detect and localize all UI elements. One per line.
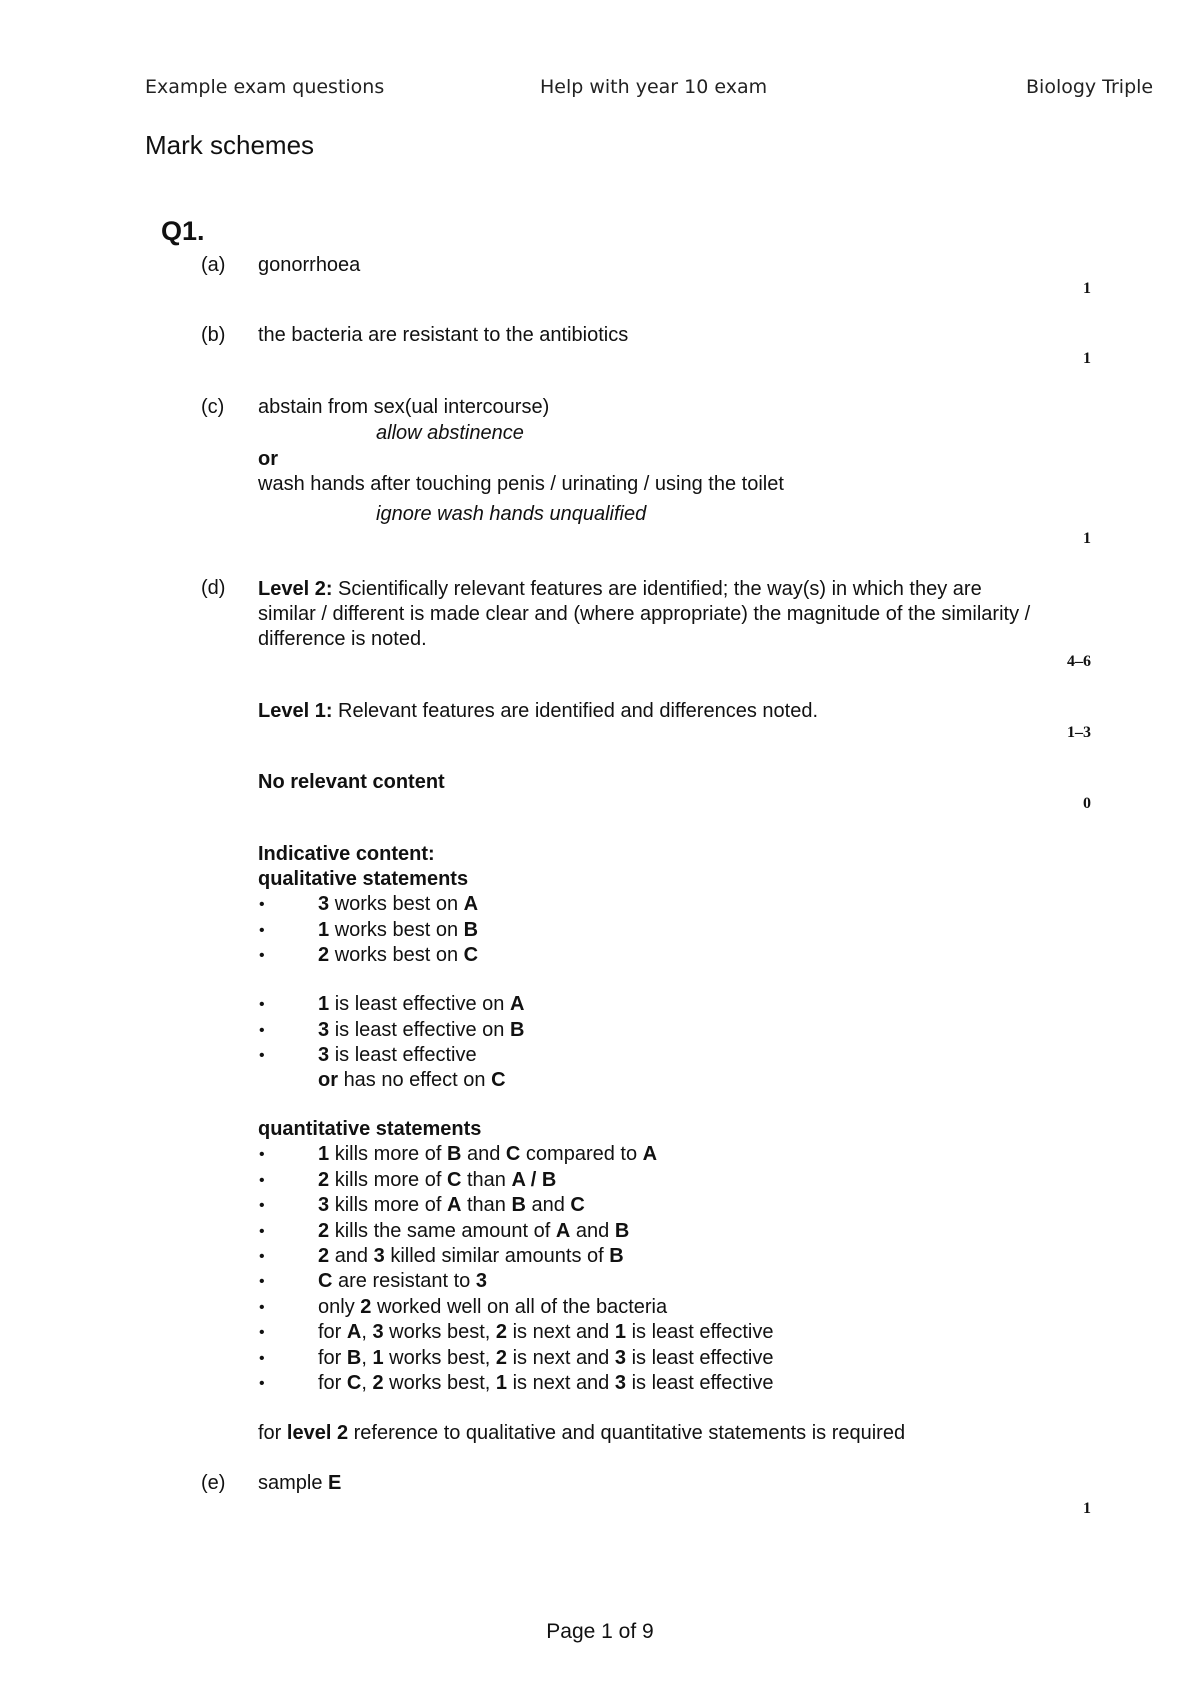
bullet: • [259,1197,265,1214]
part-c-label: (c) [201,396,225,418]
bullet: • [259,896,265,913]
level-2-label: Level 2: [258,578,333,600]
quantitative-statement: 3 kills more of A than B and C [318,1194,585,1216]
bullet: • [259,1299,265,1316]
bullet: • [259,1273,265,1290]
qualitative-statement-continued: or has no effect on C [318,1069,506,1091]
level-1-mark: 1–3 [1067,724,1091,741]
part-c-answer-2: wash hands after touching penis / urinating / using the toilet [258,473,784,495]
level-1-label: Level 1: [258,700,333,722]
level-2-mark: 4–6 [1067,653,1091,670]
quantitative-statement: 2 and 3 killed similar amounts of B [318,1245,624,1267]
qualitative-statement: 1 works best on B [318,919,479,941]
bullet: • [259,1375,265,1392]
part-d-label: (d) [201,577,226,599]
page-footer: Page 1 of 9 [546,1620,654,1643]
level-2-descriptor [258,577,1038,652]
no-content-mark: 0 [1083,795,1091,812]
bullet: • [259,996,265,1013]
part-b-label: (b) [201,324,226,346]
part-c-mark: 1 [1083,530,1091,547]
bullet: • [259,1324,265,1341]
bullet: • [259,1248,265,1265]
qualitative-statement: 3 is least effective [318,1044,477,1066]
qualitative-statement: 3 works best on A [318,893,479,915]
qualitative-heading: qualitative statements [258,868,469,890]
bullet: • [259,1223,265,1240]
level-2-text: Scientifically relevant features are identified; the way(s) in which they are similar / different is made clear and (where appropriate) the magnitude of the similarity / difference is noted. [258,578,1031,650]
part-c-answer-1: abstain from sex(ual intercourse) [258,396,550,418]
bullet: • [259,1146,265,1163]
level-2-requirement: for level 2 reference to qualitative and quantitative statements is required [258,1422,906,1444]
quantitative-statement: for A, 3 works best, 2 is next and 1 is least effective [318,1321,774,1343]
bullet: • [259,1350,265,1367]
page-title: Mark schemes [145,130,315,160]
part-b-answer: the bacteria are resistant to the antibiotics [258,324,629,346]
no-relevant-content: No relevant content [258,771,445,793]
quantitative-statement: 2 kills more of C than A / B [318,1169,557,1191]
part-a-mark: 1 [1083,280,1091,297]
qualitative-statement: 2 works best on C [318,944,479,966]
quantitative-statement: 2 kills the same amount of A and B [318,1220,630,1242]
part-b-mark: 1 [1083,350,1091,367]
bullet: • [259,947,265,964]
header-center: Help with year 10 exam [540,76,768,98]
bullet: • [259,1047,265,1064]
quantitative-statement: only 2 worked well on all of the bacteria [318,1296,668,1318]
question-number: Q1. [161,216,205,246]
bullet: • [259,1022,265,1039]
part-c-or: or [258,448,278,470]
part-a-answer: gonorrhoea [258,254,361,276]
qualitative-statement: 1 is least effective on A [318,993,525,1015]
part-e-mark: 1 [1083,1500,1091,1517]
level-1-text: Relevant features are identified and differences noted. [338,700,818,722]
quantitative-statement: C are resistant to 3 [318,1270,487,1292]
qualitative-statement: 3 is least effective on B [318,1019,525,1041]
part-e-answer: sample E [258,1472,342,1494]
quantitative-heading: quantitative statements [258,1118,482,1140]
header-right: Biology Triple [1026,76,1154,98]
quantitative-statement: for C, 2 works best, 1 is next and 3 is least effective [318,1372,774,1394]
part-c-ignore-note: ignore wash hands unqualified [376,503,647,525]
bullet: • [259,922,265,939]
level-1-descriptor [258,700,818,723]
part-a-label: (a) [201,254,226,276]
indicative-content-heading: Indicative content: [258,843,435,865]
part-c-allow-note: allow abstinence [376,422,524,444]
bullet: • [259,1172,265,1189]
quantitative-statement: for B, 1 works best, 2 is next and 3 is least effective [318,1347,774,1369]
quantitative-statement: 1 kills more of B and C compared to A [318,1143,658,1165]
header-left: Example exam questions [145,76,385,98]
part-e-label: (e) [201,1472,226,1494]
